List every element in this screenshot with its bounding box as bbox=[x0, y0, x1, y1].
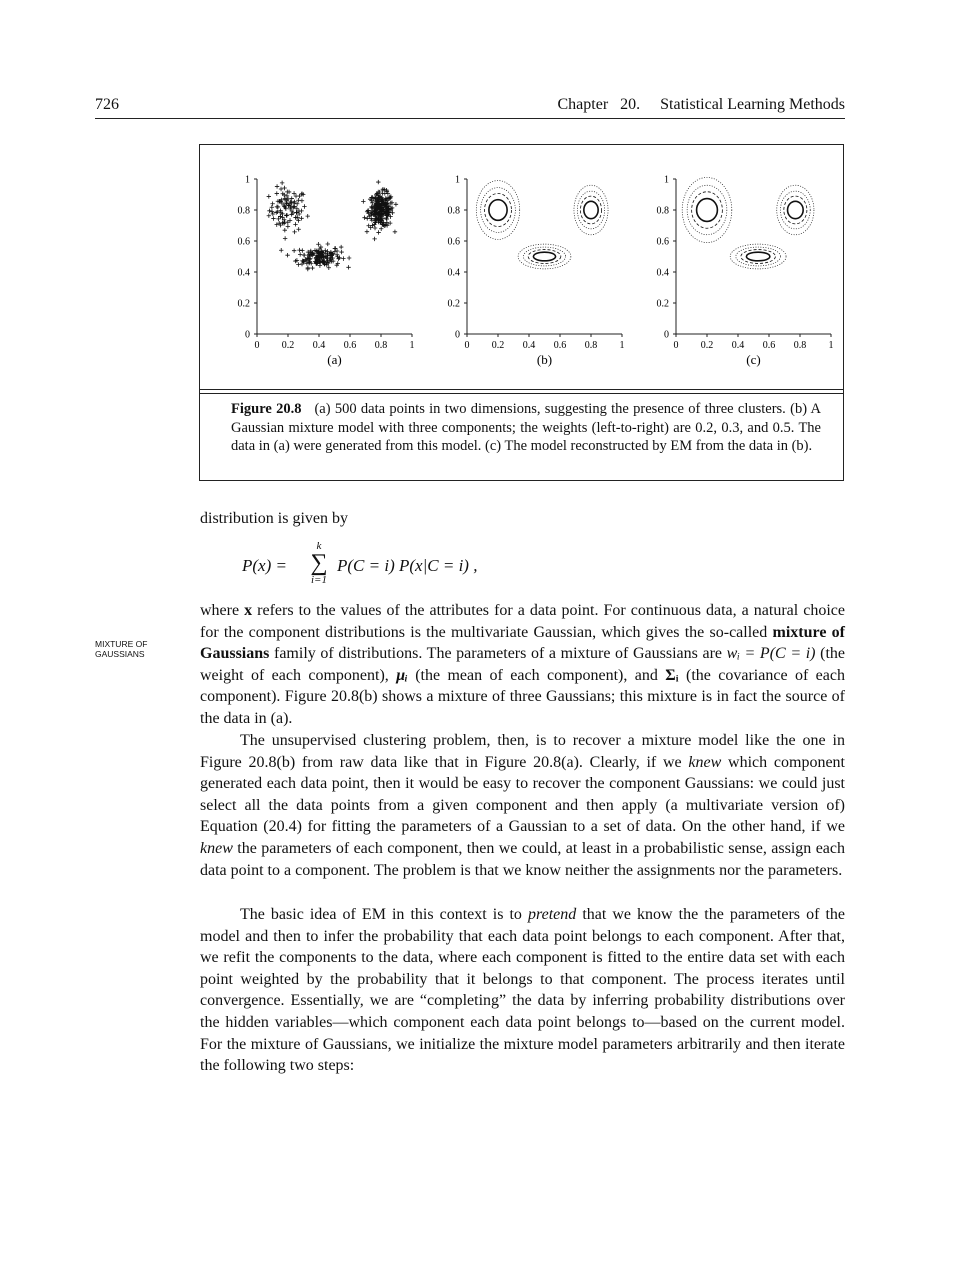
math-covariance: Σᵢ bbox=[665, 666, 679, 684]
data-point bbox=[300, 248, 304, 252]
sum-upper: k bbox=[316, 540, 322, 552]
y-tick-label: 0 bbox=[455, 329, 460, 341]
data-point bbox=[393, 230, 397, 234]
text: the parameters of each component, then we could, at least in a probabilistic sense, assign each data point to a component. The problem is that we know neither the assignments nor the parameters. bbox=[200, 839, 845, 879]
data-point bbox=[267, 194, 271, 198]
text: (the mean of each component), and bbox=[407, 666, 666, 684]
intro-line: distribution is given by bbox=[200, 510, 348, 527]
x-tick-label: 0.8 bbox=[584, 340, 598, 351]
sum-lower: i=1 bbox=[311, 574, 327, 586]
data-point bbox=[341, 256, 345, 260]
data-point bbox=[292, 191, 296, 195]
data-point bbox=[365, 216, 369, 220]
data-point bbox=[271, 216, 275, 220]
text: refers to the values of the attributes for a data point. For continuous data, a natural choice for the component distributions is the multivariate Gaussian, which gives the so-called bbox=[200, 602, 846, 641]
text: (the covariance of each component). Figure 20.8(b) shows a mixture of three Gaussians; this mixture is in fact the source of the data in (a). bbox=[200, 666, 845, 727]
term-mixture-of-gaussians: mixture of Gaussians bbox=[200, 623, 845, 663]
data-point bbox=[347, 256, 351, 260]
data-point bbox=[275, 184, 279, 188]
y-tick-label: 0.6 bbox=[447, 236, 460, 248]
data-point bbox=[376, 230, 380, 234]
contour-outer bbox=[777, 185, 814, 235]
contour-inner bbox=[697, 199, 718, 222]
data-point bbox=[285, 253, 289, 257]
contour-outer bbox=[682, 177, 732, 242]
data-point bbox=[267, 214, 271, 218]
contour-inner bbox=[489, 200, 507, 221]
data-point bbox=[294, 194, 298, 198]
data-point bbox=[346, 265, 350, 269]
y-tick-label: 1 bbox=[664, 174, 669, 186]
data-point bbox=[379, 227, 383, 231]
x-tick-label: 0 bbox=[254, 340, 260, 351]
contour-inner bbox=[788, 201, 804, 218]
panel-label: (c) bbox=[746, 352, 761, 367]
bold-x: x bbox=[244, 602, 253, 619]
data-point bbox=[318, 263, 322, 267]
x-tick-label: 1 bbox=[828, 340, 834, 351]
data-point bbox=[365, 229, 369, 233]
x-tick-label: 0.4 bbox=[731, 340, 745, 351]
data-point bbox=[292, 230, 296, 234]
data-point bbox=[275, 191, 279, 195]
text: that we know the the parameters of the model and then to infer the probability that each data point belongs to each component. After that, we refit the components to the data, where each component is fitted to the entire data set with each point weighted by the probability that it belongs to that component. The process iterates until convergence. Essentially, we are “completing” the data by inferring probability distributions over the hidden variables—which component each data point belongs to—based on the current model. For the mixture of Gaussians, we initialize the mixture model parameters arbitrarily and then iterate the following two steps: bbox=[200, 906, 845, 1075]
data-point bbox=[267, 209, 271, 213]
data-point bbox=[302, 253, 306, 257]
data-point bbox=[283, 228, 287, 232]
data-point bbox=[279, 187, 283, 191]
y-tick-label: 0.4 bbox=[447, 267, 460, 279]
x-tick-label: 0.8 bbox=[793, 340, 807, 351]
data-point bbox=[335, 255, 339, 259]
contour-dotted bbox=[481, 188, 516, 233]
y-tick-label: 0.8 bbox=[447, 205, 460, 217]
contour-inner bbox=[533, 252, 555, 261]
data-point bbox=[339, 245, 343, 249]
x-tick-label: 1 bbox=[619, 340, 625, 351]
paragraph-1 bbox=[200, 600, 845, 730]
panel-label: (b) bbox=[536, 352, 553, 367]
x-tick-label: 0 bbox=[673, 340, 679, 351]
data-point bbox=[280, 181, 284, 185]
data-point bbox=[376, 180, 380, 184]
y-tick-label: 1 bbox=[245, 174, 250, 186]
contour-outer bbox=[574, 185, 608, 235]
data-point bbox=[306, 214, 310, 218]
caption-label: Figure 20.8 bbox=[231, 401, 302, 417]
data-point bbox=[361, 199, 365, 203]
y-tick-label: 0.4 bbox=[656, 267, 669, 279]
data-point bbox=[310, 266, 314, 270]
y-tick-label: 0 bbox=[245, 329, 250, 341]
page-number: 726 bbox=[95, 96, 119, 113]
data-point bbox=[300, 199, 304, 203]
x-tick-label: 0.2 bbox=[491, 340, 505, 351]
equation-lhs: P(x) = bbox=[242, 556, 287, 575]
y-tick-label: 1 bbox=[455, 174, 460, 186]
caption-text: (a) 500 data points in two dimensions, suggesting the presence of three clusters. (b) A Gaussian mixture model with three components; the weights (left-to-right) are 0.2, 0.3, and 0.5. The data in (a) were generated from this model. (c) The model reconstructed by EM from the data in (b). bbox=[231, 401, 822, 454]
paragraph-3 bbox=[200, 904, 845, 1077]
y-tick-label: 0.8 bbox=[656, 205, 669, 217]
data-point bbox=[372, 237, 376, 241]
x-tick-label: 0.2 bbox=[281, 340, 295, 351]
data-point bbox=[299, 216, 303, 220]
data-point bbox=[388, 221, 392, 225]
data-point bbox=[326, 242, 330, 246]
text: The basic idea of EM in this context is to bbox=[240, 906, 528, 923]
figure-caption bbox=[231, 400, 821, 456]
chapter-title: Chapter 20. Statistical Learning Methods bbox=[557, 96, 845, 113]
data-point bbox=[335, 253, 339, 257]
x-tick-label: 1 bbox=[409, 340, 415, 351]
data-point bbox=[292, 248, 296, 252]
y-tick-label: 0.2 bbox=[447, 298, 460, 310]
data-point bbox=[296, 262, 300, 266]
x-tick-label: 0.4 bbox=[522, 340, 536, 351]
data-point bbox=[339, 250, 343, 254]
contour-dotted bbox=[687, 185, 727, 234]
contour-dotted bbox=[736, 247, 781, 266]
data-point bbox=[327, 266, 331, 270]
text: The unsupervised clustering problem, then, is to recover a mixture model like the one in Figure 20.8(b) from raw data like that in Figure 20.8(a). Clearly, if we bbox=[200, 732, 845, 771]
y-tick-label: 0.2 bbox=[237, 298, 250, 310]
contour-inner bbox=[746, 252, 769, 261]
data-point bbox=[297, 248, 301, 252]
contour-outer bbox=[476, 181, 519, 240]
x-tick-label: 0.6 bbox=[762, 340, 776, 351]
text: (the weight of each component), bbox=[200, 645, 846, 684]
data-point bbox=[292, 204, 296, 208]
data-point bbox=[270, 202, 274, 206]
data-point bbox=[373, 226, 377, 230]
data-point bbox=[316, 242, 320, 246]
data-point bbox=[285, 213, 289, 217]
x-tick-label: 0 bbox=[464, 340, 470, 351]
data-point bbox=[336, 257, 340, 261]
y-tick-label: 0.2 bbox=[656, 298, 669, 310]
x-tick-label: 0.2 bbox=[700, 340, 714, 351]
data-point bbox=[306, 267, 310, 271]
figure-divider bbox=[200, 389, 843, 394]
y-tick-label: 0.8 bbox=[237, 205, 250, 217]
data-point bbox=[275, 205, 279, 209]
panel-label: (a) bbox=[327, 352, 342, 367]
contour-inner bbox=[584, 201, 598, 218]
x-tick-label: 0.4 bbox=[312, 340, 326, 351]
data-point bbox=[362, 215, 366, 219]
y-tick-label: 0 bbox=[664, 329, 669, 341]
data-point bbox=[283, 236, 287, 240]
x-tick-label: 0.8 bbox=[374, 340, 388, 351]
data-point bbox=[282, 186, 286, 190]
mixture-equation bbox=[242, 540, 642, 595]
emph-pretend: pretend bbox=[527, 906, 577, 923]
contour-dotted bbox=[780, 191, 810, 229]
contour-dotted bbox=[577, 191, 604, 229]
x-tick-label: 0.6 bbox=[553, 340, 567, 351]
paragraph-2 bbox=[200, 730, 845, 881]
text: where bbox=[200, 602, 245, 619]
sigma-symbol: ∑ bbox=[310, 550, 328, 576]
text: family of distributions. The parameters of a mixture of Gaussians are bbox=[269, 645, 727, 663]
data-point bbox=[385, 217, 389, 221]
math-mean: μᵢ bbox=[396, 666, 408, 684]
data-point bbox=[270, 205, 274, 209]
contour-outer bbox=[518, 244, 571, 269]
figure-plots bbox=[200, 145, 845, 390]
data-point bbox=[270, 209, 274, 213]
summation bbox=[304, 540, 334, 586]
y-tick-label: 0.4 bbox=[237, 267, 250, 279]
text: which component generated each data point, then it would be easy to recover the component Gaussians: we could just select all the data points from a given component and then apply (a multivariate version of) Equation (20.4) for fitting the parameters of a Gaussian to a set of data. On the other hand, if we bbox=[200, 753, 846, 836]
data-point bbox=[298, 252, 302, 256]
data-point bbox=[333, 246, 337, 250]
margin-note: MIXTURE OF GAUSSIANS bbox=[95, 639, 148, 659]
contour-outer bbox=[730, 244, 786, 269]
data-point bbox=[302, 204, 306, 208]
data-point bbox=[296, 218, 300, 222]
data-point bbox=[279, 248, 283, 252]
data-point bbox=[337, 256, 341, 260]
math-weight: wᵢ = P(C = i) bbox=[726, 645, 816, 663]
x-tick-label: 0.6 bbox=[343, 340, 357, 351]
y-tick-label: 0.6 bbox=[656, 236, 669, 248]
emph-knew: knew bbox=[200, 839, 233, 857]
running-header bbox=[95, 96, 845, 119]
data-point bbox=[286, 224, 290, 228]
data-point bbox=[293, 222, 297, 226]
y-tick-label: 0.6 bbox=[237, 236, 250, 248]
data-point bbox=[296, 227, 300, 231]
data-point bbox=[394, 202, 398, 206]
equation-rhs: P(C = i) P(x|C = i) , bbox=[337, 556, 478, 575]
emph-knew: knew bbox=[688, 753, 722, 771]
